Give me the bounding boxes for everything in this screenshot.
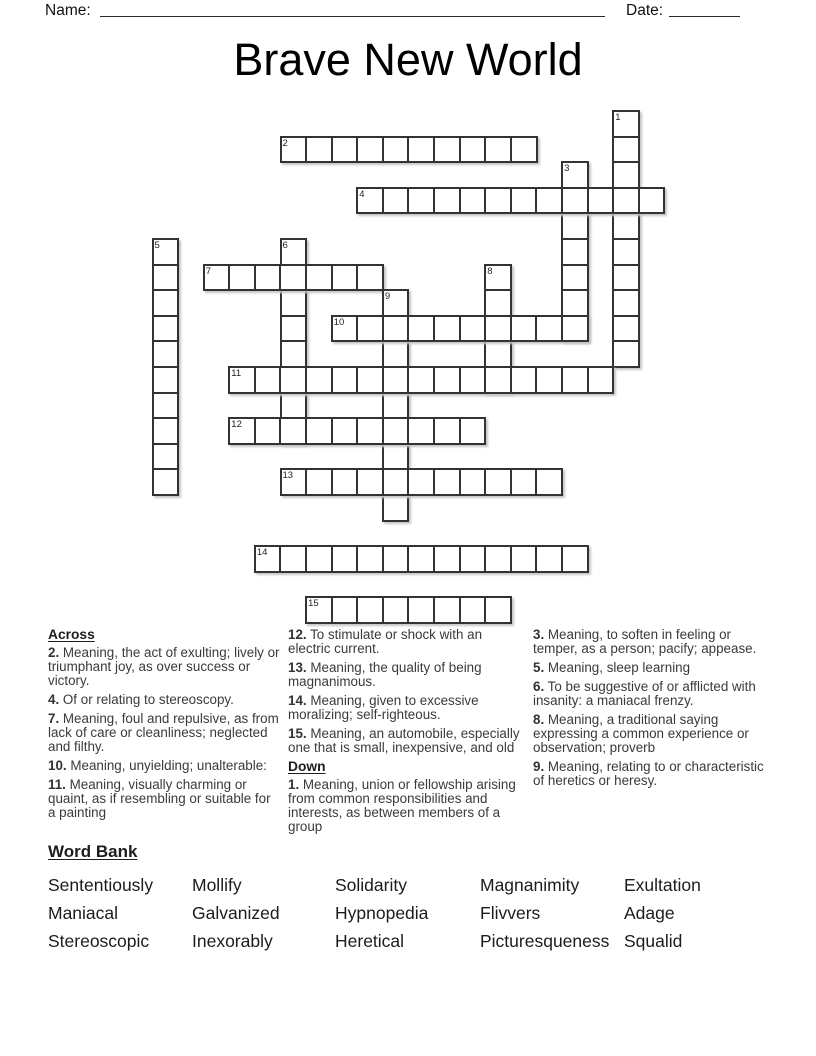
grid-cell[interactable] xyxy=(459,470,485,494)
cell-number: 5 xyxy=(154,240,160,251)
grid-cell[interactable] xyxy=(459,189,485,213)
word-1-down xyxy=(612,110,640,368)
grid-cell[interactable] xyxy=(433,138,459,162)
word-bank-heading: Word Bank xyxy=(48,842,138,861)
grid-cell[interactable] xyxy=(282,289,306,315)
grid-cell[interactable] xyxy=(205,266,229,290)
word-4-across xyxy=(356,187,665,215)
grid-cell[interactable] xyxy=(535,189,561,213)
word-bank-item: Adage xyxy=(624,903,675,923)
grid-cell[interactable] xyxy=(154,417,178,443)
clue-13: 13. Meaning, the quality of being magnanimous. xyxy=(288,660,482,689)
clue-6: 6. To be suggestive of or afflicted with insanity: a maniacal frenzy. xyxy=(533,679,756,708)
grid-cell[interactable] xyxy=(356,138,382,162)
grid-cell[interactable] xyxy=(331,138,357,162)
grid-cell[interactable] xyxy=(154,443,178,469)
grid-cell[interactable] xyxy=(382,470,408,494)
grid-cell[interactable] xyxy=(484,138,510,162)
word-2-across xyxy=(280,136,538,164)
word-12-across xyxy=(228,417,486,445)
grid-cell[interactable] xyxy=(154,468,178,494)
grid-cell[interactable] xyxy=(282,470,306,494)
word-5-down xyxy=(152,238,180,496)
grid-cell[interactable] xyxy=(510,189,536,213)
grid-cell[interactable] xyxy=(587,189,613,213)
word-bank-item: Flivvers xyxy=(480,903,541,923)
grid-cell[interactable] xyxy=(486,289,510,315)
clue-number: 6. xyxy=(533,679,545,694)
clue-number: 13. xyxy=(288,660,307,675)
clue-number: 7. xyxy=(48,711,60,726)
grid-cell[interactable] xyxy=(563,264,587,290)
grid-cell[interactable] xyxy=(535,470,561,494)
word-bank-item: Inexorably xyxy=(192,931,273,951)
grid-cell[interactable] xyxy=(154,315,178,341)
word-15-across xyxy=(305,596,512,624)
grid-cell[interactable] xyxy=(307,598,331,622)
grid-cell[interactable] xyxy=(614,264,638,290)
grid-cell[interactable] xyxy=(561,317,587,341)
word-13-across xyxy=(280,468,564,496)
clue-number: 3. xyxy=(533,627,545,642)
grid-cell[interactable] xyxy=(305,368,331,392)
grid-cell[interactable] xyxy=(459,547,485,571)
clue-heading-across: Across xyxy=(48,627,95,642)
word-bank-item: Hypnopedia xyxy=(335,903,429,923)
word-bank-item: Picturesqueness xyxy=(480,931,610,951)
grid-cell[interactable] xyxy=(510,547,536,571)
clue-number: 1. xyxy=(288,777,300,792)
grid-cell[interactable] xyxy=(614,112,638,136)
clue-column-2 xyxy=(288,628,526,839)
grid-cell[interactable] xyxy=(459,317,485,341)
grid-cell[interactable] xyxy=(459,138,485,162)
word-14-across xyxy=(254,545,589,573)
word-bank-item: Mollify xyxy=(192,875,242,895)
clue-number: 2. xyxy=(48,645,60,660)
grid-cell[interactable] xyxy=(484,317,510,341)
grid-cell[interactable] xyxy=(279,266,305,290)
grid-cell[interactable] xyxy=(382,368,408,392)
clue-12: 12. To stimulate or shock with an electric current. xyxy=(288,627,483,656)
cell-number: 1 xyxy=(615,112,621,123)
grid-cell[interactable] xyxy=(282,315,306,341)
grid-cell[interactable] xyxy=(614,289,638,315)
clue-5: 5. Meaning, sleep learning xyxy=(533,660,691,675)
word-7-across xyxy=(203,264,384,292)
grid-cell[interactable] xyxy=(305,138,331,162)
grid-cell[interactable] xyxy=(614,238,638,264)
word-11-across xyxy=(228,366,614,394)
grid-cell[interactable] xyxy=(228,266,254,290)
grid-cell[interactable] xyxy=(331,419,357,443)
clue-2: 2. Meaning, the act of exulting; lively or triumphant joy, as over success or victory. xyxy=(48,645,280,688)
grid-cell[interactable] xyxy=(282,138,306,162)
grid-cell[interactable] xyxy=(356,266,382,290)
grid-cell[interactable] xyxy=(535,547,561,571)
grid-cell[interactable] xyxy=(459,419,485,443)
grid-cell[interactable] xyxy=(459,598,485,622)
grid-cell[interactable] xyxy=(433,419,459,443)
grid-cell[interactable] xyxy=(230,419,254,443)
grid-cell[interactable] xyxy=(484,189,510,213)
grid-cell[interactable] xyxy=(484,547,510,571)
word-bank-list xyxy=(48,875,788,951)
grid-cell[interactable] xyxy=(356,368,382,392)
grid-cell[interactable] xyxy=(305,470,331,494)
grid-cell[interactable] xyxy=(587,368,613,392)
grid-cell[interactable] xyxy=(433,470,459,494)
grid-cell[interactable] xyxy=(563,289,587,315)
grid-cell[interactable] xyxy=(407,419,433,443)
grid-cell[interactable] xyxy=(279,547,305,571)
grid-cell[interactable] xyxy=(561,368,587,392)
clue-7: 7. Meaning, foul and repulsive, as from lack of care or cleanliness; neglected and filthy. xyxy=(48,711,279,754)
grid-cell[interactable] xyxy=(331,547,357,571)
name-label: Name: xyxy=(45,2,91,19)
cell-number: 11 xyxy=(231,368,242,379)
cell-number: 13 xyxy=(282,470,294,482)
grid-cell[interactable] xyxy=(254,266,280,290)
cell-number: 8 xyxy=(487,265,493,277)
grid-cell[interactable] xyxy=(356,470,382,494)
grid-cell[interactable] xyxy=(561,189,587,213)
grid-cell[interactable] xyxy=(282,392,306,418)
grid-cell[interactable] xyxy=(154,392,178,418)
grid-cell[interactable] xyxy=(154,340,178,366)
word-bank-item: Sententiously xyxy=(48,875,154,895)
grid-cell[interactable] xyxy=(407,138,433,162)
grid-cell[interactable] xyxy=(154,264,178,290)
grid-cell[interactable] xyxy=(407,598,433,622)
grid-cell[interactable] xyxy=(484,368,510,392)
clue-11: 11. Meaning, visually charming or quaint, as if resembling or suitable for a painting xyxy=(48,777,271,820)
grid-cell[interactable] xyxy=(486,266,510,290)
grid-cell[interactable] xyxy=(382,317,408,341)
clue-number: 12. xyxy=(288,627,307,642)
grid-cell[interactable] xyxy=(433,317,459,341)
grid-cell[interactable] xyxy=(256,547,280,571)
grid-cell[interactable] xyxy=(154,240,178,264)
grid-cell[interactable] xyxy=(384,443,408,469)
clue-number: 10. xyxy=(48,758,67,773)
grid-cell[interactable] xyxy=(384,340,408,366)
grid-cell[interactable] xyxy=(384,494,408,520)
grid-cell[interactable] xyxy=(433,547,459,571)
grid-cell[interactable] xyxy=(331,470,357,494)
grid-cell[interactable] xyxy=(305,419,331,443)
grid-cell[interactable] xyxy=(358,189,382,213)
word-10-across xyxy=(331,315,589,343)
cell-number: 14 xyxy=(256,547,268,559)
clue-number: 9. xyxy=(533,759,545,774)
grid-cell[interactable] xyxy=(356,547,382,571)
grid-cell[interactable] xyxy=(407,189,433,213)
grid-cell[interactable] xyxy=(612,189,638,213)
grid-cell[interactable] xyxy=(154,366,178,392)
grid-cell[interactable] xyxy=(561,547,587,571)
grid-cell[interactable] xyxy=(638,189,664,213)
clue-number: 11. xyxy=(48,777,66,792)
grid-cell[interactable] xyxy=(459,368,485,392)
clue-column-3 xyxy=(533,628,776,793)
grid-cell[interactable] xyxy=(279,419,305,443)
grid-cell[interactable] xyxy=(382,598,408,622)
date-label: Date: xyxy=(626,2,664,19)
grid-cell[interactable] xyxy=(433,368,459,392)
clue-column-1 xyxy=(48,628,281,825)
grid-cell[interactable] xyxy=(282,340,306,366)
grid-cell[interactable] xyxy=(384,291,408,315)
page-title: Brave New World xyxy=(233,34,583,85)
grid-cell[interactable] xyxy=(486,340,510,366)
word-bank-section xyxy=(48,842,788,951)
grid-cell[interactable] xyxy=(433,598,459,622)
grid-cell[interactable] xyxy=(382,138,408,162)
grid-cell[interactable] xyxy=(614,340,638,366)
word-bank-item: Heretical xyxy=(335,931,405,951)
grid-cell[interactable] xyxy=(382,547,408,571)
word-bank-item: Exultation xyxy=(624,875,701,895)
grid-cell[interactable] xyxy=(154,289,178,315)
grid-cell[interactable] xyxy=(407,317,433,341)
clue-15: 15. Meaning, an automobile, especially one that is small, inexpensive, and old xyxy=(288,726,520,755)
grid-cell[interactable] xyxy=(331,598,357,622)
grid-cell[interactable] xyxy=(614,315,638,341)
word-bank-item: Stereoscopic xyxy=(48,931,150,951)
grid-cell[interactable] xyxy=(433,189,459,213)
grid-cell[interactable] xyxy=(382,419,408,443)
grid-cell[interactable] xyxy=(382,189,408,213)
grid-cell[interactable] xyxy=(484,598,510,622)
cell-number: 12 xyxy=(231,419,242,431)
grid-cell[interactable] xyxy=(331,266,357,290)
clue-heading-down: Down xyxy=(288,759,326,774)
cell-number: 2 xyxy=(282,137,288,149)
cell-number: 6 xyxy=(282,240,288,251)
grid-cell[interactable] xyxy=(510,368,536,392)
word-bank-item: Galvanized xyxy=(192,903,280,923)
clue-8: 8. Meaning, a traditional saying expressing a common experience or observation; proverb xyxy=(533,712,749,755)
clue-1: 1. Meaning, union or fellowship arising from common responsibilities and interests, as between members of a group xyxy=(288,777,516,834)
grid-cell[interactable] xyxy=(333,317,357,341)
word-bank-item: Solidarity xyxy=(335,875,407,895)
grid-cell[interactable] xyxy=(407,470,433,494)
clue-9: 9. Meaning, relating to or characteristic of heretics or heresy. xyxy=(533,759,764,788)
grid-cell[interactable] xyxy=(614,161,638,187)
grid-cell[interactable] xyxy=(254,368,280,392)
grid-cell[interactable] xyxy=(331,368,357,392)
grid-cell[interactable] xyxy=(510,317,536,341)
grid-cell[interactable] xyxy=(535,317,561,341)
cell-number: 7 xyxy=(205,265,211,277)
grid-cell[interactable] xyxy=(384,392,408,418)
grid-cell[interactable] xyxy=(356,598,382,622)
grid-cell[interactable] xyxy=(407,547,433,571)
grid-cell[interactable] xyxy=(614,212,638,238)
clue-10: 10. Meaning, unyielding; unalterable: xyxy=(48,758,267,773)
grid-cell[interactable] xyxy=(510,138,536,162)
grid-cell[interactable] xyxy=(305,266,331,290)
grid-cell[interactable] xyxy=(484,470,510,494)
clue-number: 14. xyxy=(288,693,307,708)
clue-3: 3. Meaning, to soften in feeling or temper, as a person; pacify; appease. xyxy=(533,627,757,656)
cell-number: 4 xyxy=(359,188,365,200)
clue-number: 5. xyxy=(533,660,545,675)
grid-cell[interactable] xyxy=(563,163,587,187)
grid-cell[interactable] xyxy=(535,368,561,392)
grid-cell[interactable] xyxy=(282,240,306,264)
cell-number: 15 xyxy=(308,598,319,610)
cell-number: 3 xyxy=(564,163,570,175)
clue-number: 4. xyxy=(48,692,60,707)
grid-cell[interactable] xyxy=(563,212,587,238)
clue-number: 15. xyxy=(288,726,307,741)
word-bank-item: Maniacal xyxy=(48,903,119,923)
grid-cell[interactable] xyxy=(510,470,536,494)
grid-cell[interactable] xyxy=(254,419,280,443)
grid-cell[interactable] xyxy=(356,419,382,443)
grid-cell[interactable] xyxy=(563,238,587,264)
grid-cell[interactable] xyxy=(305,547,331,571)
grid-cell[interactable] xyxy=(614,136,638,162)
grid-cell[interactable] xyxy=(407,368,433,392)
clue-4: 4. Of or relating to stereoscopy. xyxy=(48,692,234,707)
grid-cell[interactable] xyxy=(356,317,382,341)
word-bank-item: Magnanimity xyxy=(480,875,580,895)
word-bank-item: Squalid xyxy=(624,931,683,951)
cell-number: 10 xyxy=(333,316,345,328)
clue-14: 14. Meaning, given to excessive moralizing; self-righteous. xyxy=(288,693,479,722)
grid-cell[interactable] xyxy=(230,368,254,392)
clue-number: 8. xyxy=(533,712,545,727)
cell-number: 9 xyxy=(384,291,391,303)
grid-cell[interactable] xyxy=(279,368,305,392)
